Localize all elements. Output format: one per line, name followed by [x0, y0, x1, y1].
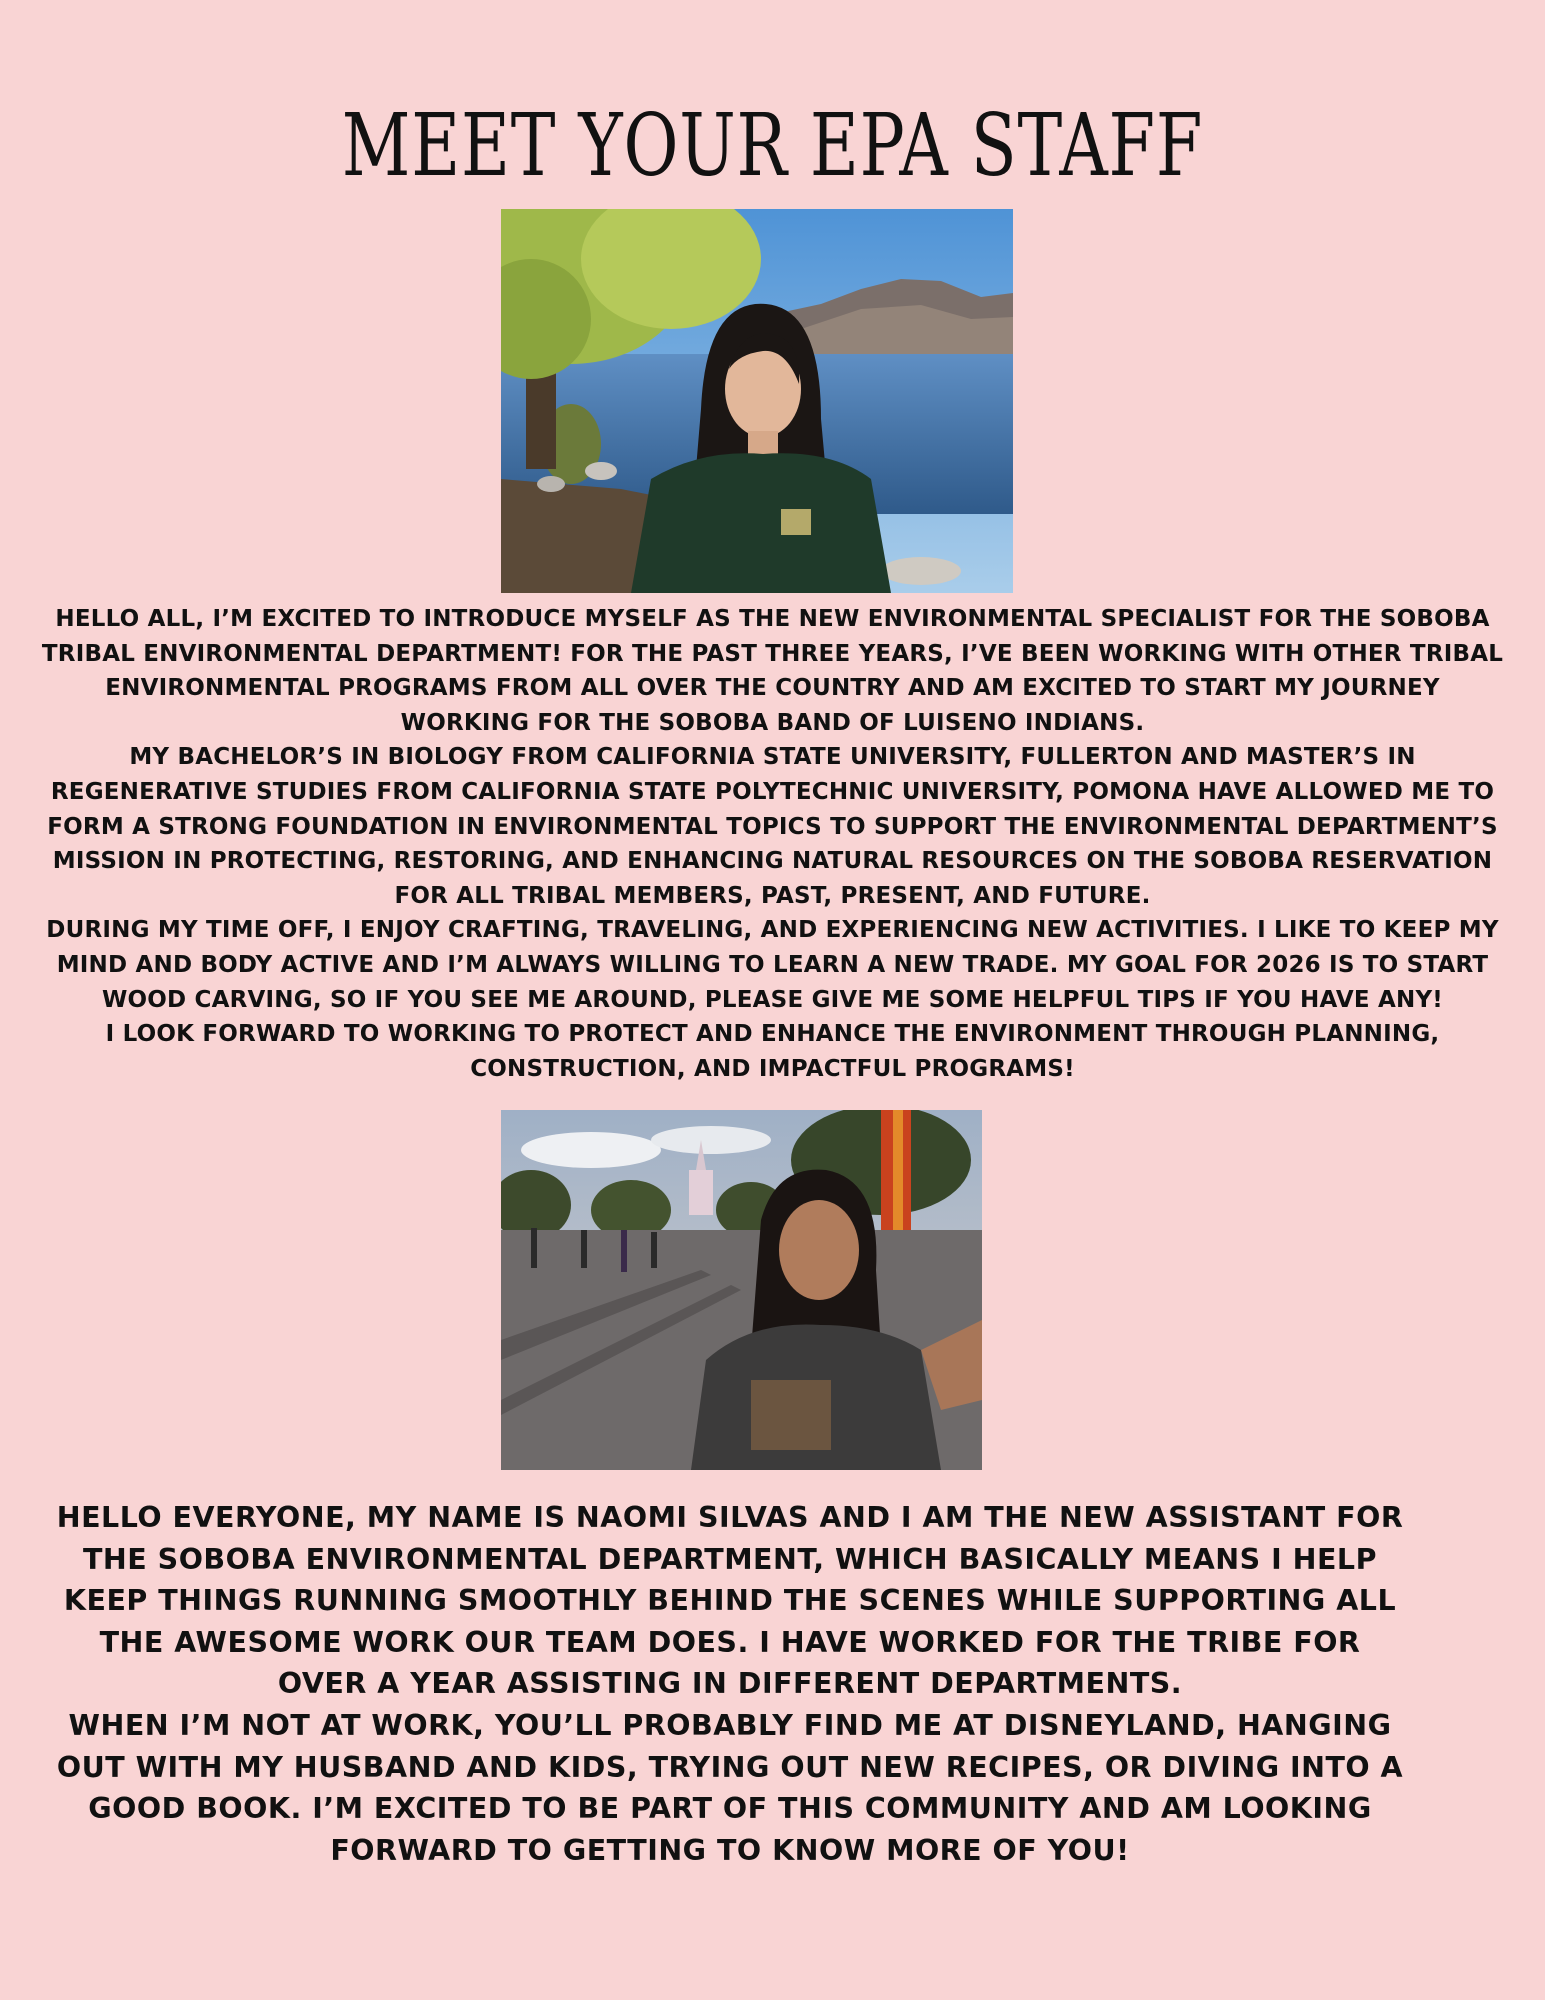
staff-bio-2	[50, 1497, 1410, 1871]
bio-1-paragraph-2: MY BACHELOR’S IN BIOLOGY FROM CALIFORNIA STATE UNIVERSITY, FULLERTON AND MASTER’S IN REGENERATIVE STUDIES FROM CALIFORNIA STATE POLYTECHNIC UNIVERSITY, POMONA HAVE ALLOWED ME TO FORM A STRONG FOUNDATION IN ENVIRONMENTAL TOPICS TO SUPPORT THE ENVIRONMENTAL DEPARTMENT’S MISSION IN PROTECTING, RESTORING, AND ENHANCING NATURAL RESOURCES ON THE SOBOBA RESERVATION FOR ALL TRIBAL MEMBERS, PAST, PRESENT, AND FUTURE.	[47, 744, 1498, 909]
staff-photo-1	[501, 209, 1013, 593]
bio-2-paragraph-1: HELLO EVERYONE, MY NAME IS NAOMI SILVAS AND I AM THE NEW ASSISTANT FOR THE SOBOBA ENVIRONMENTAL DEPARTMENT, WHICH BASICALLY MEANS I HELP KEEP THINGS RUNNING SMOOTHLY BEHIND THE SCENES WHILE SUPPORTING ALL THE AWESOME WORK OUR TEAM DOES. I HAVE WORKED FOR THE TRIBE FOR OVER A YEAR ASSISTING IN DIFFERENT DEPARTMENTS.	[56, 1501, 1404, 1701]
bio-2-paragraph-2: WHEN I’M NOT AT WORK, YOU’LL PROBABLY FIND ME AT DISNEYLAND, HANGING OUT WITH MY HUSBAND AND KIDS, TRYING OUT NEW RECIPES, OR DIVING INTO A GOOD BOOK. I’M EXCITED TO BE PART OF THIS COMMUNITY AND AM LOOKING FORWARD TO GETTING TO KNOW MORE OF YOU!	[56, 1708, 1404, 1867]
bio-1-paragraph-3: DURING MY TIME OFF, I ENJOY CRAFTING, TRAVELING, AND EXPERIENCING NEW ACTIVITIES. I LIKE TO KEEP MY MIND AND BODY ACTIVE AND I’M ALWAYS WILLING TO LEARN A NEW TRADE. MY GOAL FOR 2026 IS TO START WOOD CARVING, SO IF YOU SEE ME AROUND, PLEASE GIVE ME SOME HELPFUL TIPS IF YOU HAVE ANY!	[46, 917, 1499, 1013]
selfie-photo-theme-park-icon	[501, 1110, 982, 1470]
bio-1-paragraph-1: HELLO ALL, I’M EXCITED TO INTRODUCE MYSELF AS THE NEW ENVIRONMENTAL SPECIALIST FOR THE SOBOBA TRIBAL ENVIRONMENTAL DEPARTMENT! FOR THE PAST THREE YEARS, I’VE BEEN WORKING WITH OTHER TRIBAL ENVIRONMENTAL PROGRAMS FROM ALL OVER THE COUNTRY AND AM EXCITED TO START MY JOURNEY WORKING FOR THE SOBOBA BAND OF LUISENO INDIANS.	[41, 606, 1504, 736]
portrait-photo-lake-icon	[501, 209, 1013, 593]
page-title: MEET YOUR EPA STAFF	[341, 96, 1204, 196]
staff-bio-1	[40, 602, 1505, 1086]
staff-photo-2	[501, 1110, 982, 1470]
bio-1-paragraph-4: I LOOK FORWARD TO WORKING TO PROTECT AND ENHANCE THE ENVIRONMENT THROUGH PLANNING, CONSTRUCTION, AND IMPACTFUL PROGRAMS!	[105, 1021, 1440, 1082]
